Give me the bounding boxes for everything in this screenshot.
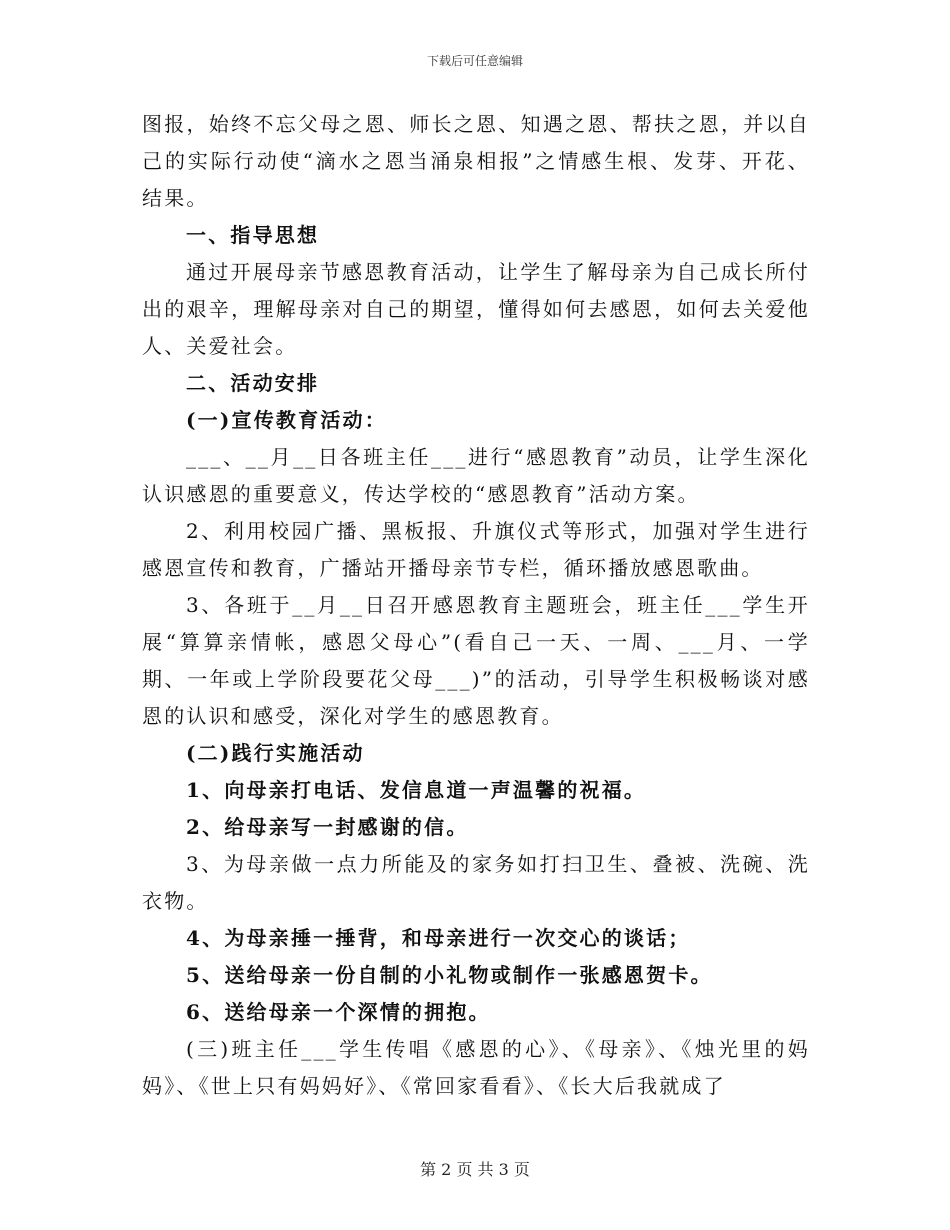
- list-item-gift: 5、送给母亲一份自制的小礼物或制作一张感恩贺卡。: [186, 963, 713, 987]
- list-item-write-letter: 2、给母亲写一封感谢的信。: [186, 815, 469, 839]
- document-body: [142, 106, 810, 1105]
- paragraph-item-broadcast: 2、利用校园广播、黑板报、升旗仪式等形式，加强对学生进行感恩宣传和教育，广播站开播母亲节专栏，循环播放感恩歌曲。: [142, 519, 810, 580]
- page-header: 下载后可任意编辑: [426, 54, 523, 68]
- list-item-hug: 6、送给母亲一个深情的拥抱。: [186, 1000, 491, 1024]
- list-item-call-mother: 1、向母亲打电话、发信息道一声温馨的祝福。: [186, 778, 647, 802]
- paragraph-songs: (三)班主任___学生传唱《感恩的心》、《母亲》、《烛光里的妈妈》、《世上只有妈妈好》、《常回家看看》、《长大后我就成了: [142, 1037, 810, 1098]
- list-item-housework: 3、为母亲做一点力所能及的家务如打扫卫生、叠被、洗碗、洗衣物。: [142, 852, 810, 913]
- paragraph-guiding-thought: 通过开展母亲节感恩教育活动，让学生了解母亲为自己成长所付出的艰辛，理解母亲对自己的期望，懂得如何去感恩，如何去关爱他人、关爱社会。: [142, 260, 810, 358]
- paragraph-continuation: 图报，始终不忘父母之恩、师长之恩、知遇之恩、帮扶之恩，并以自己的实际行动使“滴水之恩当涌泉相报”之情感生根、发芽、开花、结果。: [142, 112, 810, 210]
- section-heading-guiding-thought: 一、指导思想: [186, 223, 320, 247]
- paragraph-item-class-meeting: 3、各班于__月__日召开感恩教育主题班会，班主任___学生开展“算算亲情帐，感恩父母心”(看自己一天、一周、___月、一学期、一年或上学阶段要花父母___)”的活动，引导学生积极畅谈对感恩的认识和感受，深化对学生的感恩教育。: [142, 593, 810, 728]
- subsection-heading-practice: (二)践行实施活动: [186, 741, 365, 765]
- paragraph-item-mobilization: ___、__月__日各班主任___进行“感恩教育”动员，让学生深化认识感恩的重要意义，传达学校的“感恩教育”活动方案。: [142, 445, 810, 506]
- section-heading-activity-arrangement: 二、活动安排: [186, 371, 320, 395]
- list-item-massage: 4、为母亲捶一捶背，和母亲进行一次交心的谈话；: [186, 926, 691, 950]
- subsection-heading-publicity: (一)宣传教育活动：: [186, 408, 387, 432]
- page-footer: 第 2 页 共 3 页: [420, 1160, 530, 1179]
